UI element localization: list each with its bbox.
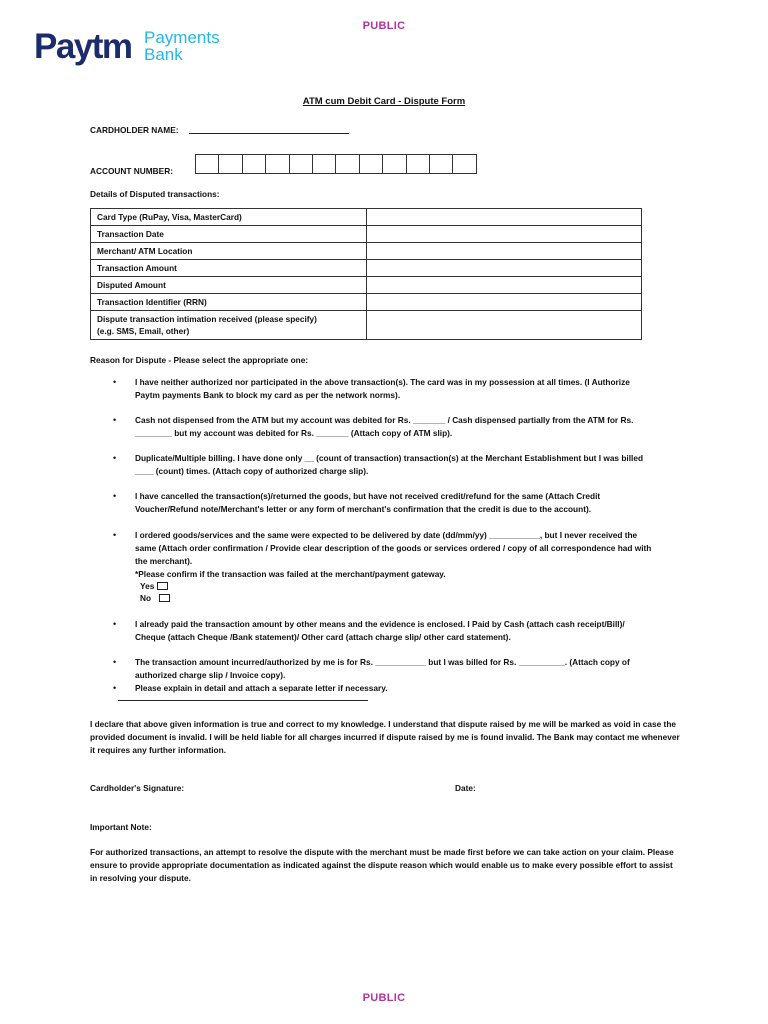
table-row-label: Transaction Identifier (RRN) [91, 294, 367, 311]
account-number-boxes[interactable] [196, 154, 477, 174]
table-row [91, 243, 642, 260]
bullet-icon: • [113, 530, 117, 540]
reason-option-8[interactable]: Please explain in detail and attach a separate letter if necessary. [135, 683, 388, 693]
classification-footer: PUBLIC [362, 992, 406, 1004]
date-label: Date: [455, 783, 476, 793]
reason-option-4[interactable]: I have cancelled the transaction(s)/returned the goods, but have not received credit/refund for the same (Attach Credit Voucher/Refund note/Merchant's letter or any form of merchant's confirmation that the credit is due to the account). [135, 491, 601, 514]
bullet-icon: • [113, 657, 117, 667]
table-row-label: Merchant/ ATM Location [91, 243, 367, 260]
table-row-label: Card Type (RuPay, Visa, MasterCard) [91, 209, 367, 226]
reason-option-1[interactable]: I have neither authorized nor participated in the above transaction(s). The card was in my possession at all times. (I Authorize Paytm payments Bank to block my card as per the network norms). [135, 377, 630, 400]
logo-brand-text: Paytm [34, 27, 132, 66]
table-row-value[interactable] [367, 243, 642, 260]
table-row [91, 209, 642, 226]
table-row-label: Disputed Amount [91, 277, 367, 294]
cardholder-name-input-line[interactable] [189, 133, 349, 134]
classification-header: PUBLIC [362, 20, 406, 32]
table-row-value[interactable] [367, 226, 642, 243]
account-digit-box[interactable] [312, 154, 336, 174]
table-row [91, 260, 642, 277]
table-row [91, 226, 642, 243]
disputed-transactions-table [90, 208, 642, 340]
account-digit-box[interactable] [406, 154, 430, 174]
reason-option-3[interactable]: Duplicate/Multiple billing. I have done only __ (count of transaction) transaction(s) at the Merchant Establishment but I was billed ____ (count) times. (Attach copy of authorized charge slip). [135, 453, 644, 476]
confirm-no-option[interactable] [140, 592, 170, 604]
reason-option-2[interactable]: Cash not dispensed from the ATM but my account was debited for Rs. _______ / Cash dispensed partially from the ATM for Rs. ________ but my account was debited for Rs. _______ (Attach copy of ATM slip). [135, 415, 634, 438]
explain-input-line[interactable] [118, 700, 368, 701]
table-row-label: Dispute transaction intimation received (please specify) (e.g. SMS, Email, other) [91, 311, 367, 340]
table-row [91, 277, 642, 294]
reason-label: Reason for Dispute - Please select the appropriate one: [90, 355, 309, 365]
account-digit-box[interactable] [335, 154, 359, 174]
table-row-value[interactable] [367, 311, 642, 340]
important-note-label: Important Note: [90, 822, 152, 832]
bullet-icon: • [113, 415, 117, 425]
reason-option-6[interactable]: I already paid the transaction amount by other means and the evidence is enclosed. I Paid by Cash (attach cash receipt/Bill)/ Cheque (attach Cheque /Bank statement)/ Other card (attach charge slip/ other card statement). [135, 619, 625, 642]
bullet-icon: • [113, 491, 117, 501]
form-title: ATM cum Debit Card - Dispute Form [302, 96, 466, 107]
table-row-value[interactable] [367, 260, 642, 277]
signature-label: Cardholder's Signature: [90, 783, 185, 793]
account-digit-box[interactable] [242, 154, 266, 174]
logo-line2-text: Bank [144, 45, 183, 64]
account-digit-box[interactable] [429, 154, 453, 174]
paytm-payments-bank-logo [34, 24, 234, 68]
account-digit-box[interactable] [265, 154, 289, 174]
confirm-yes-checkbox[interactable] [157, 582, 168, 590]
account-digit-box[interactable] [452, 154, 476, 174]
table-row-value[interactable] [367, 209, 642, 226]
account-digit-box[interactable] [218, 154, 242, 174]
account-digit-box[interactable] [289, 154, 313, 174]
details-label: Details of Disputed transactions: [90, 189, 220, 199]
confirm-no-checkbox[interactable] [159, 594, 170, 602]
confirm-yes-label: Yes [140, 581, 155, 591]
table-row-label: Transaction Date [91, 226, 367, 243]
logo-line1-text: Payments [144, 28, 220, 47]
table-row-value[interactable] [367, 277, 642, 294]
reason-option-7[interactable]: The transaction amount incurred/authorized by me is for Rs. ___________ but I was billed for Rs. __________. (Attach copy of authorized charge slip / Invoice copy). [135, 657, 630, 680]
declaration-text: I declare that above given information is true and correct to my knowledge. I understand that dispute raised by me will be marked as void in case the provided document is invalid. I will be held liable for all charges incurred if dispute raised by me is found invalid. The Bank may contact me whenever it requires any further information. [90, 719, 680, 755]
account-digit-box[interactable] [195, 154, 219, 174]
reason-option-5[interactable]: I ordered goods/services and the same were expected to be delivered by date (dd/mm/yy) ___________, but I never received the same (Attach order confirmation / Provide clear description of the goods or services ordered / copy of all correspondence had with the merchant). *Please confirm if the transaction was failed at the merchant/payment gateway. [135, 530, 652, 579]
cardholder-name-label: CARDHOLDER NAME: [90, 125, 179, 135]
table-row [91, 294, 642, 311]
account-digit-box[interactable] [382, 154, 406, 174]
confirm-no-label: No [140, 593, 152, 603]
bullet-icon: • [113, 377, 117, 387]
bullet-icon: • [113, 453, 117, 463]
bullet-icon: • [113, 619, 117, 629]
table-row-value[interactable] [367, 294, 642, 311]
confirm-yes-option[interactable] [140, 580, 168, 592]
account-digit-box[interactable] [359, 154, 383, 174]
table-row-label: Transaction Amount [91, 260, 367, 277]
account-number-label: ACCOUNT NUMBER: [90, 166, 173, 176]
bullet-icon: • [113, 683, 117, 693]
important-note-text: For authorized transactions, an attempt to resolve the dispute with the merchant must be made first before we can take action on your claim. Please ensure to provide appropriate documentation as indicated against the dispute reason which would enable us to make every possible effort to assist in resolving your dispute. [90, 847, 674, 883]
table-row [91, 311, 642, 340]
